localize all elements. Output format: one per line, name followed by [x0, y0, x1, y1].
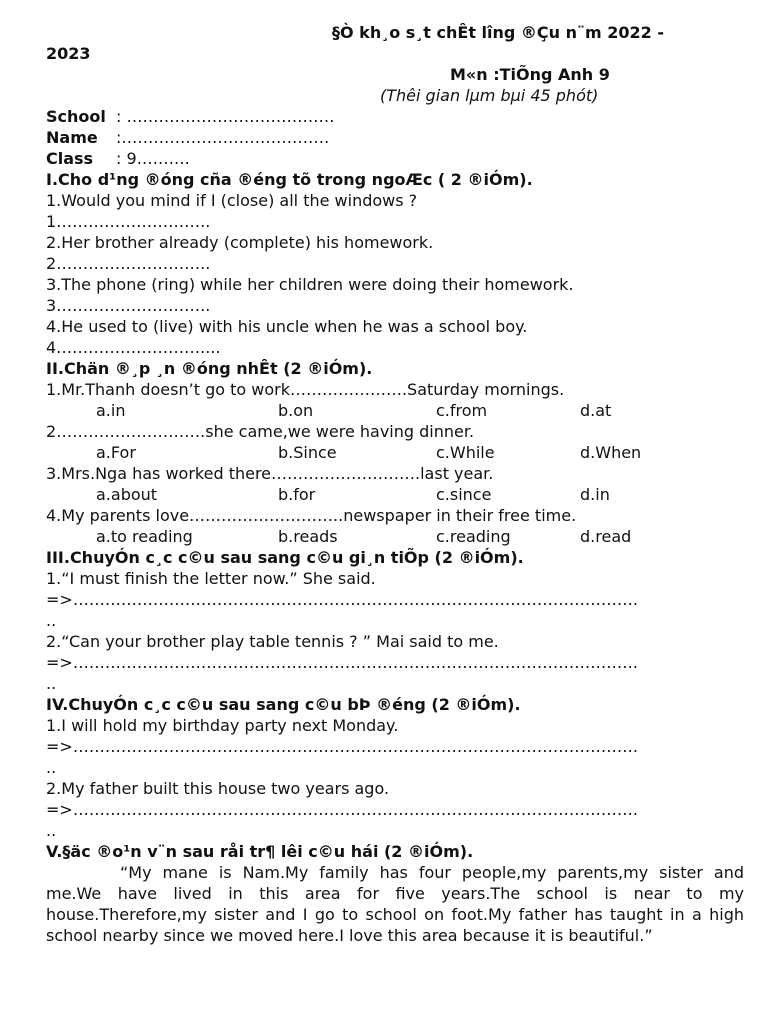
s1-question-4: 4.He used to (live) with his uncle when he was a school boy. [46, 317, 528, 336]
class-field [46, 148, 744, 169]
s2-q4-option-c: c.reading [436, 527, 511, 546]
section-2-heading: II.Chän ®¸p ¸n ®óng nhÊt (2 ®iÓm). [46, 359, 373, 378]
exam-title-year: 2023 [46, 44, 91, 63]
s2-question-1: 1.Mr.Thanh doesn’t go to work………………….Saturday mornings. [46, 380, 565, 399]
exam-title: §Ò kh¸o s¸t chÊt lîng ®Çu n¨m 2022 - [332, 23, 664, 42]
name-label: Name [46, 128, 98, 147]
s1-answer-1: 1……………………….. [46, 212, 211, 231]
s2-options-4 [46, 526, 744, 547]
name-field [46, 127, 744, 148]
s2-options-2 [46, 442, 744, 463]
section-3-heading: III.ChuyÓn c¸c c©u sau sang c©u gi¸n tiÕp (2 ®iÓm). [46, 548, 524, 567]
s2-q2-option-a: a.For [96, 443, 136, 462]
s4-answer-2-continued: .. [46, 821, 57, 840]
s3-answer-1: =>……………………………………………………………………………………………. [46, 590, 638, 609]
s2-options-1 [46, 400, 744, 421]
s4-question-1: 1.I will hold my birthday party next Monday. [46, 716, 399, 735]
s2-q1-option-b: b.on [278, 401, 314, 420]
reading-passage-text: “My mane is Nam.My family has four people,my parents,my sister and me.We have lived in this area for five years.The school is near to my house.Therefore,my sister and I go to school on foot.My father has taught in a high school nearby since we moved here.I love this area because it is beautiful.” [46, 863, 744, 945]
s2-q3-option-a: a.about [96, 485, 158, 504]
s1-answer-2: 2……………………….. [46, 254, 211, 273]
s2-q1-option-d: d.at [580, 401, 612, 420]
s1-answer-4: 4……………………….... [46, 338, 221, 357]
s3-answer-2: =>……………………………………………………………………………………………. [46, 653, 638, 672]
s4-answer-1: =>……………………………………………………………………………………………. [46, 737, 638, 756]
s2-q1-option-a: a.in [96, 401, 126, 420]
school-blank: : ………………………………… [116, 107, 335, 126]
s2-q3-option-d: d.in [580, 485, 610, 504]
s2-question-4: 4.My parents love………………………..newspaper in their free time. [46, 506, 577, 525]
exam-page [46, 22, 744, 946]
s1-question-1: 1.Would you mind if I (close) all the windows ? [46, 191, 418, 210]
s2-q4-option-d: d.read [580, 527, 632, 546]
s3-question-1: 1.“I must finish the letter now.” She said. [46, 569, 376, 588]
s2-question-2: 2……………………….she came,we were having dinner. [46, 422, 475, 441]
s1-question-3: 3.The phone (ring) while her children were doing their homework. [46, 275, 574, 294]
s2-options-3 [46, 484, 744, 505]
s2-q2-option-b: b.Since [278, 443, 337, 462]
section-4-heading: IV.ChuyÓn c¸c c©u sau sang c©u bÞ ®éng (2 ®iÓm). [46, 695, 521, 714]
exam-subject: M«n :TiÕng Anh 9 [450, 65, 610, 84]
s2-q2-option-c: c.While [436, 443, 495, 462]
name-blank: :………………………………… [116, 128, 330, 147]
school-field [46, 106, 744, 127]
s2-question-3: 3.Mrs.Nga has worked there……………………….last year. [46, 464, 494, 483]
s2-q3-option-c: c.since [436, 485, 492, 504]
s2-q3-option-b: b.for [278, 485, 316, 504]
s4-answer-2: =>……………………………………………………………………………………………. [46, 800, 638, 819]
class-label: Class [46, 149, 94, 168]
s3-question-2: 2.“Can your brother play table tennis ? ” Mai said to me. [46, 632, 499, 651]
s1-answer-3: 3……………………….. [46, 296, 211, 315]
s4-answer-1-continued: .. [46, 758, 57, 777]
reading-passage [46, 862, 744, 946]
section-1-heading: I.Cho d¹ng ®óng cña ®éng tõ trong ngoÆc ( 2 ®iÓm). [46, 170, 533, 189]
s2-q2-option-d: d.When [580, 443, 642, 462]
s1-question-2: 2.Her brother already (complete) his homework. [46, 233, 434, 252]
s4-question-2: 2.My father built this house two years ago. [46, 779, 390, 798]
s3-answer-2-continued: .. [46, 674, 57, 693]
class-blank: : 9………. [116, 149, 190, 168]
school-label: School [46, 107, 106, 126]
s2-q1-option-c: c.from [436, 401, 488, 420]
s2-q4-option-b: b.reads [278, 527, 338, 546]
section-5-heading: V.§äc ®o¹n v¨n sau råi tr¶ lêi c©u hái (2 ®iÓm). [46, 842, 474, 861]
s3-answer-1-continued: .. [46, 611, 57, 630]
s2-q4-option-a: a.to reading [96, 527, 193, 546]
exam-duration: (Thêi gian lµm bµi 45 phót) [380, 86, 599, 105]
